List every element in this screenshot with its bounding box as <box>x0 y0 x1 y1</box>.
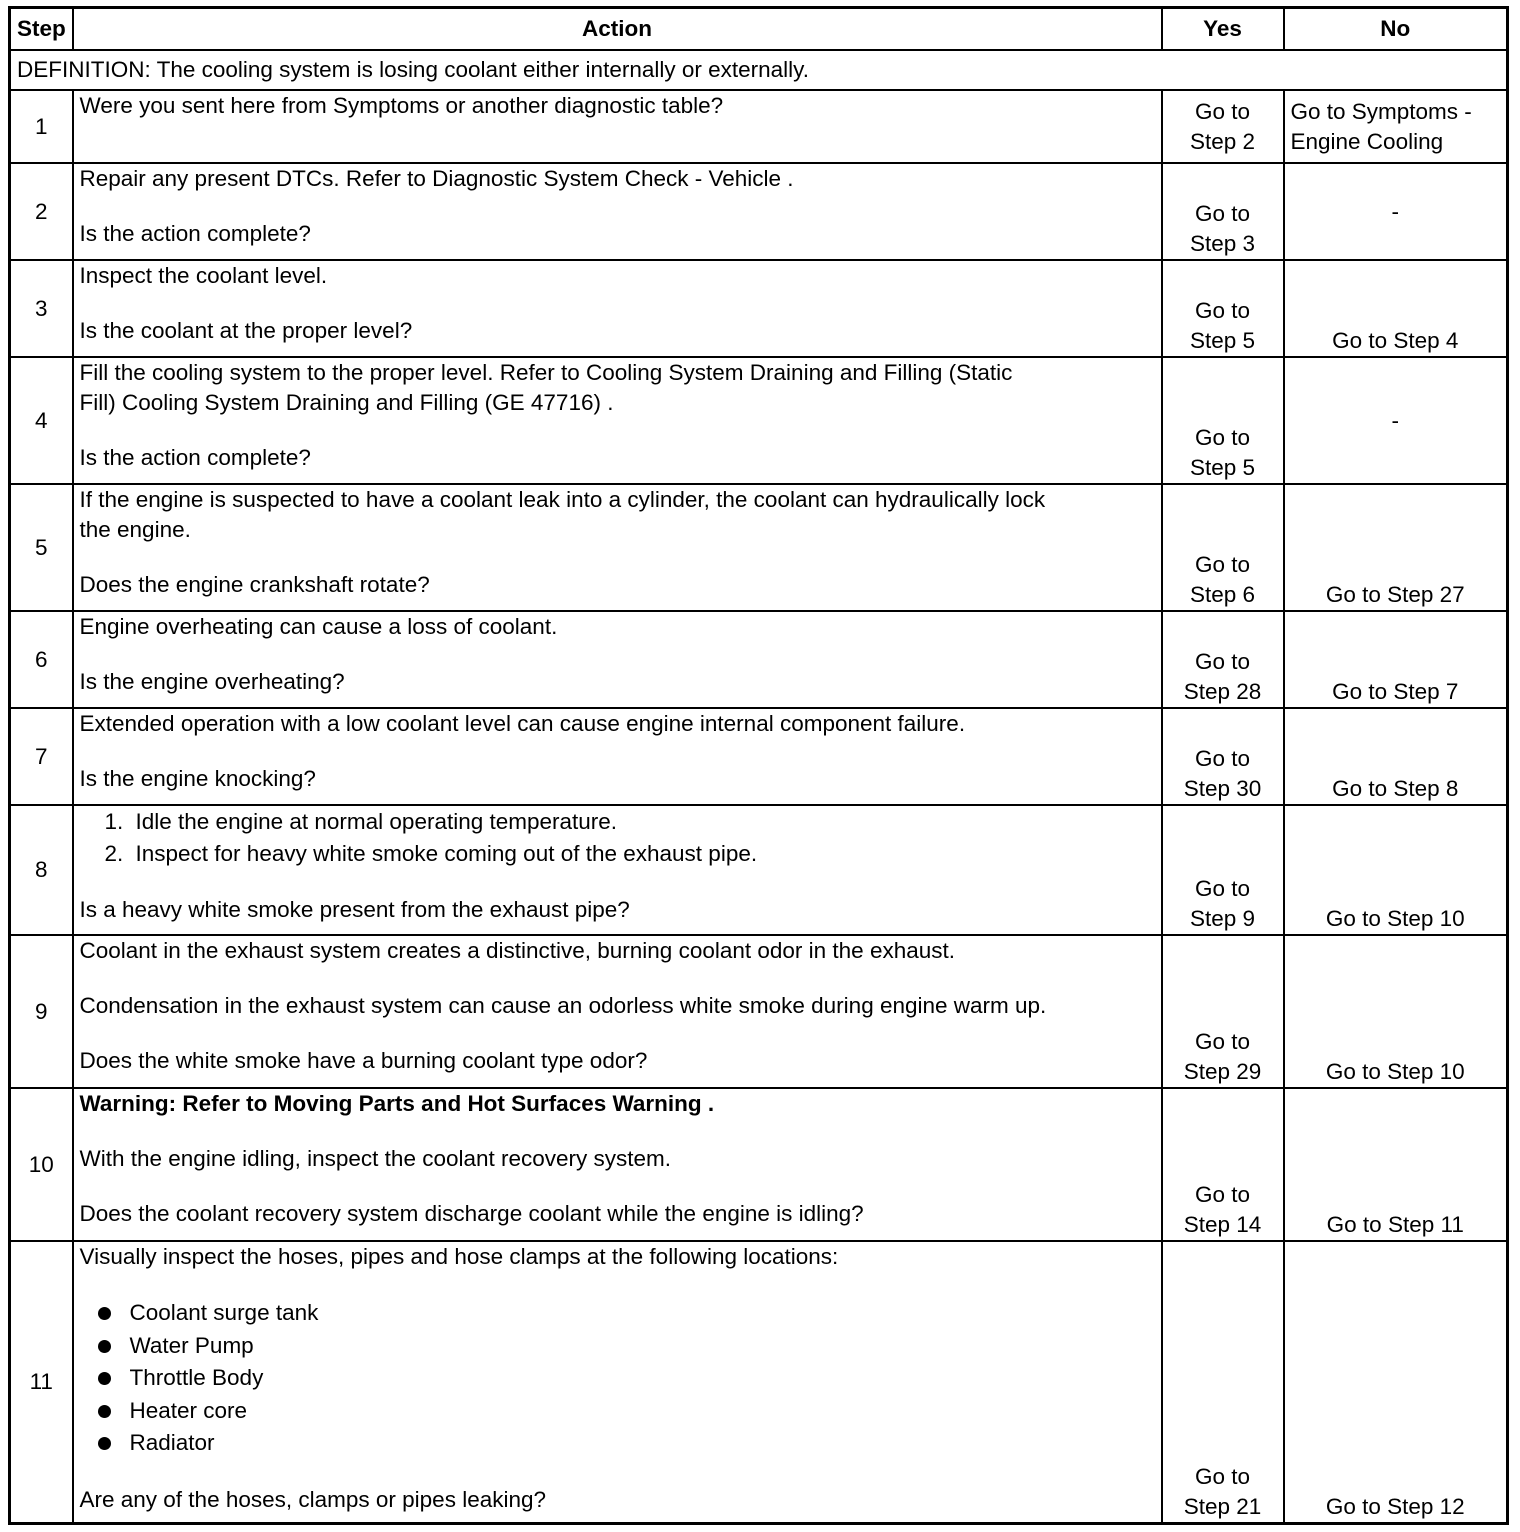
table-row <box>10 260 1508 357</box>
table-row <box>10 805 1508 935</box>
step-number: 5 <box>10 484 73 611</box>
step-number: 4 <box>10 357 73 484</box>
yes-line: Go to <box>1194 1029 1251 1054</box>
no-cell[interactable]: Go to Step 27 <box>1284 484 1508 611</box>
list-item <box>80 1297 1155 1330</box>
action-question: Is a heavy white smoke present from the exhaust pipe? <box>79 897 630 922</box>
no-cell[interactable]: Go to Step 11 <box>1284 1088 1508 1241</box>
step-number: 7 <box>10 708 73 805</box>
yes-line: Step 14 <box>1183 1212 1262 1237</box>
step-number: 2 <box>10 163 73 260</box>
action-text: Coolant in the exhaust system creates a distinctive, burning coolant odor in the exhaust. <box>79 938 956 963</box>
header-row <box>10 8 1508 51</box>
action-question: Does the engine crankshaft rotate? <box>79 572 430 597</box>
list-item: 2. Inspect for heavy white smoke coming out of the exhaust pipe. <box>130 838 1155 870</box>
yes-line: Step 28 <box>1183 679 1262 704</box>
list-item <box>80 1395 1155 1428</box>
action-cell <box>73 484 1162 611</box>
action-cell <box>73 708 1162 805</box>
warning-text[interactable]: Warning: Refer to Moving Parts and Hot Surfaces Warning . <box>79 1091 715 1116</box>
action-text: Visually inspect the hoses, pipes and hose clamps at the following locations: <box>79 1244 839 1269</box>
yes-cell[interactable] <box>1162 90 1284 163</box>
no-cell: - <box>1284 357 1508 484</box>
yes-line: Step 5 <box>1189 455 1256 480</box>
action-text: Fill) Cooling System Draining and Filling (GE 47716) . <box>79 390 614 415</box>
step-number: 3 <box>10 260 73 357</box>
header-no: No <box>1284 8 1508 51</box>
list-item-label: Radiator <box>129 1430 215 1455</box>
action-question: Is the coolant at the proper level? <box>79 318 413 343</box>
step-number: 6 <box>10 611 73 708</box>
action-cell <box>73 260 1162 357</box>
yes-cell[interactable] <box>1162 163 1284 260</box>
no-cell[interactable]: Go to Step 4 <box>1284 260 1508 357</box>
list-item-label: Heater core <box>129 1397 248 1423</box>
yes-line: Go to <box>1194 1182 1251 1207</box>
table-row <box>10 357 1508 484</box>
list-item-label: Coolant surge tank <box>129 1300 319 1325</box>
no-cell[interactable]: Go to Step 7 <box>1284 611 1508 708</box>
yes-cell[interactable] <box>1162 260 1284 357</box>
table-row <box>10 163 1508 260</box>
list-item <box>80 1427 1155 1460</box>
yes-line: Go to <box>1194 649 1251 674</box>
yes-line: Step 29 <box>1183 1059 1262 1084</box>
header-step: Step <box>10 8 73 51</box>
numbered-list <box>80 806 1155 870</box>
action-cell <box>73 90 1162 163</box>
yes-line: Go to <box>1194 201 1251 226</box>
action-question: Is the engine knocking? <box>79 766 316 791</box>
table-row <box>10 708 1508 805</box>
no-cell: - <box>1284 163 1508 260</box>
table-row <box>10 484 1508 611</box>
action-cell <box>73 611 1162 708</box>
yes-cell[interactable] <box>1162 357 1284 484</box>
yes-line: Go to <box>1194 99 1251 124</box>
list-item-label: Throttle Body <box>129 1365 264 1390</box>
yes-line: Go to <box>1194 552 1251 577</box>
yes-line: Go to <box>1194 876 1251 901</box>
yes-line: Step 30 <box>1183 776 1262 801</box>
action-cell <box>73 1088 1162 1241</box>
definition-row <box>10 50 1508 90</box>
no-line: Engine Cooling <box>1290 129 1444 154</box>
action-question: Is the action complete? <box>79 445 311 470</box>
yes-line: Step 21 <box>1183 1493 1262 1519</box>
action-question: Is the engine overheating? <box>79 669 345 694</box>
bullet-icon <box>98 1340 111 1353</box>
yes-line: Step 3 <box>1189 231 1256 256</box>
header-yes: Yes <box>1162 8 1284 51</box>
action-question: Does the white smoke have a burning coolant type odor? <box>79 1048 648 1073</box>
step-number: 10 <box>10 1088 73 1241</box>
action-text: Engine overheating can cause a loss of coolant. <box>79 614 558 639</box>
action-cell <box>73 935 1162 1088</box>
step-number: 9 <box>10 935 73 1088</box>
step-number: 1 <box>10 90 73 163</box>
table-row <box>10 611 1508 708</box>
list-item-label: Water Pump <box>129 1332 254 1358</box>
yes-line: Go to <box>1194 1463 1251 1489</box>
no-cell[interactable]: Go to Step 10 <box>1284 805 1508 935</box>
step-number: 11 <box>10 1241 73 1523</box>
yes-line: Go to <box>1194 746 1251 771</box>
action-text: Condensation in the exhaust system can cause an odorless white smoke during engine warm up. <box>79 993 1047 1018</box>
no-cell[interactable]: Go to Step 8 <box>1284 708 1508 805</box>
action-cell <box>73 163 1162 260</box>
action-question: Were you sent here from Symptoms or another diagnostic table? <box>79 93 724 118</box>
yes-cell[interactable] <box>1162 935 1284 1088</box>
bullet-icon <box>98 1405 111 1418</box>
no-line: Go to Symptoms - <box>1290 99 1472 124</box>
list-item <box>80 1362 1155 1395</box>
bullet-icon <box>98 1372 111 1385</box>
no-cell[interactable]: Go to Step 12 <box>1284 1241 1508 1523</box>
action-cell <box>73 1241 1162 1523</box>
action-text: Inspect the coolant level. <box>79 263 328 288</box>
yes-cell[interactable] <box>1162 611 1284 708</box>
table-row <box>10 90 1508 163</box>
bullet-icon <box>98 1307 111 1320</box>
definition-text: DEFINITION: The cooling system is losing coolant either internally or externally. <box>10 50 1508 90</box>
yes-line: Go to <box>1194 298 1251 323</box>
action-text: If the engine is suspected to have a coolant leak into a cylinder, the coolant can hydraulically lock <box>79 487 1046 512</box>
action-question: Does the coolant recovery system discharge coolant while the engine is idling? <box>79 1201 864 1226</box>
yes-cell[interactable] <box>1162 1088 1284 1241</box>
list-item <box>80 1330 1155 1363</box>
action-cell <box>73 805 1162 935</box>
yes-line: Step 5 <box>1189 328 1256 353</box>
step-number: 8 <box>10 805 73 935</box>
no-cell[interactable]: Go to Step 10 <box>1284 935 1508 1088</box>
action-question: Are any of the hoses, clamps or pipes leaking? <box>79 1486 547 1512</box>
table-row <box>10 1241 1508 1523</box>
action-text: Extended operation with a low coolant level can cause engine internal component failure. <box>79 711 966 736</box>
yes-cell[interactable] <box>1162 708 1284 805</box>
yes-line: Step 2 <box>1189 129 1256 154</box>
yes-cell[interactable] <box>1162 484 1284 611</box>
action-text: Fill the cooling system to the proper level. Refer to Cooling System Draining and Filling (Static <box>79 360 1013 385</box>
yes-line: Step 6 <box>1189 582 1256 607</box>
action-text: Repair any present DTCs. Refer to Diagnostic System Check - Vehicle . <box>79 166 794 191</box>
yes-line: Step 9 <box>1189 906 1256 931</box>
yes-cell[interactable] <box>1162 1241 1284 1523</box>
no-cell[interactable] <box>1284 90 1508 163</box>
table-row <box>10 1088 1508 1241</box>
action-cell <box>73 357 1162 484</box>
table-row <box>10 935 1508 1088</box>
yes-line: Go to <box>1194 425 1251 450</box>
action-text: the engine. <box>79 517 191 542</box>
list-item: 1. Idle the engine at normal operating temperature. <box>130 806 1155 838</box>
action-question: Is the action complete? <box>79 221 311 246</box>
diagnostic-table <box>8 6 1509 1525</box>
header-action: Action <box>73 8 1162 51</box>
action-text: With the engine idling, inspect the coolant recovery system. <box>79 1146 672 1171</box>
bullet-icon <box>98 1437 111 1450</box>
yes-cell[interactable] <box>1162 805 1284 935</box>
bullet-list <box>80 1297 1155 1460</box>
